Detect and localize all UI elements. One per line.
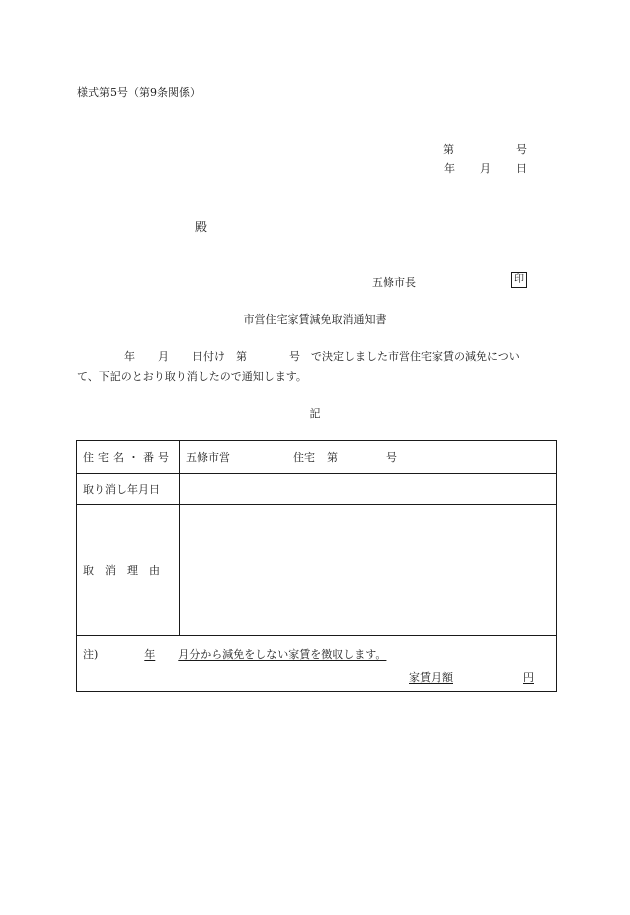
table-row: [77, 474, 557, 505]
housing-city: 五條市営: [186, 451, 230, 464]
seal-stamp: 印: [511, 272, 527, 288]
date-day-label: 日: [516, 162, 527, 175]
note-body: 月分から減免をしない家賃を徴収します。: [178, 648, 387, 661]
table-row: [77, 441, 557, 474]
cancellation-date-label: 取り消し年月日: [77, 474, 180, 505]
housing-name-cell: [180, 441, 557, 474]
monthly-rent: [409, 669, 534, 685]
date-month-label: 月: [480, 162, 491, 175]
body-number-suffix: 号 で決定しました市営住宅家賃の減免につい: [289, 350, 520, 363]
cancellation-reason-label: 取消理由: [77, 505, 180, 636]
notice-body: [77, 347, 555, 387]
document-number-suffix: 号: [516, 143, 527, 156]
housing-number-prefix: 第: [327, 451, 338, 464]
document-title: 市営住宅家賃減免取消通知書: [243, 313, 387, 326]
table-row: [77, 636, 557, 692]
rent-label: 家賃月額: [409, 671, 453, 684]
record-table: [76, 440, 557, 692]
addressee-honorific: 殿: [195, 220, 208, 234]
body-month-label: 月: [158, 350, 169, 363]
date-year-label: 年: [444, 162, 455, 175]
note-year-label: 年: [144, 648, 156, 661]
ki-heading: 記: [309, 407, 321, 420]
cancellation-reason-value: [180, 505, 557, 636]
issuer-name: 五條市長: [372, 276, 416, 289]
body-dated-label: 日付け: [192, 350, 225, 363]
body-number-prefix: 第: [236, 350, 247, 363]
rent-unit: 円: [523, 671, 534, 684]
cancellation-date-value: [180, 474, 557, 505]
notice-body-line-1: [77, 347, 555, 367]
housing-number-suffix: 号: [386, 451, 397, 464]
document-number-prefix: 第: [443, 143, 454, 156]
note-underlined: [98, 648, 386, 661]
note-text: [83, 646, 386, 662]
housing-type: 住宅: [293, 451, 315, 464]
body-year-label: 年: [124, 350, 135, 363]
table-row: [77, 505, 557, 636]
notice-body-line-2: て、下記のとおり取り消したので通知します。: [77, 370, 307, 383]
note-prefix: 注): [83, 648, 99, 661]
housing-name-label: 住宅名・番号: [77, 441, 180, 474]
note-cell: [77, 636, 557, 692]
form-number: 様式第5号（第9条関係）: [77, 86, 201, 99]
